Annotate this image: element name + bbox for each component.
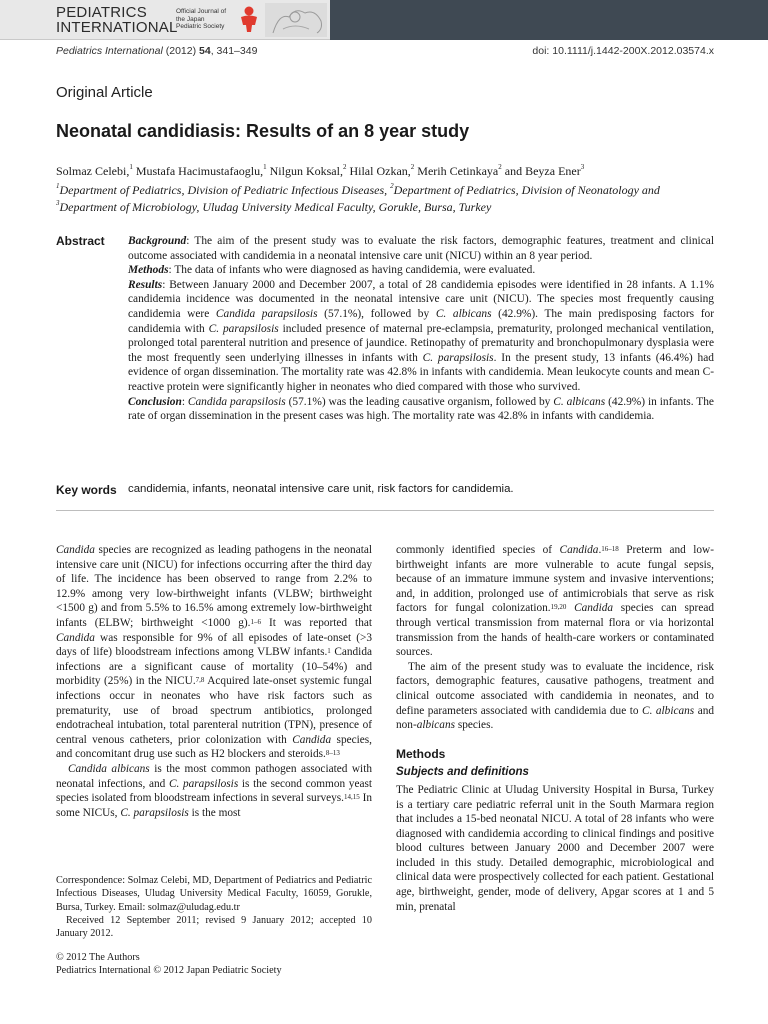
abstract-text: : The data of infants who were diagnosed as having candidemia, were evaluated. [168,264,536,277]
body-text: Acquired late-onset systemic fungal infections occur in neonates who have risk factors such as prematurity, use of broad spectrum antibiotics, prolonged endotracheal intubation, total parenteral nutrition (TPN), presence of central venous catheters, prior colonization with [56,675,372,746]
subtitle-line-1: Official Journal of [176,8,227,15]
body-text: Preterm and low-birthweight infants are more vulnerable to acute fungal sepsis, because of an immature immune system and invasive interventions; and, in addition, prolonged use of antimicrobials that serve as risk factors for fungal colonization. [396,544,714,615]
species-name: Candida [566,602,614,615]
journal-banner [0,0,768,40]
citation-ref: 14,15 [344,793,360,802]
section-heading: Background [128,235,187,247]
brand-line-2: INTERNATIONAL [56,19,178,36]
species-name: Candida [292,733,332,746]
citation-volume: 54 [199,45,211,57]
abstract-text: . In the present study, 13 infants (46.4%) had evidence of organ dissemination. The mortality rate was 42.8% in infants with candidemia. Mean leukocyte counts and mean C-reactive protein were significantly higher in neonates who died compared with those who survived. [128,351,714,393]
journal-name: Pediatrics International [56,45,163,57]
body-text: It was reported that [260,616,372,629]
species-name: Candida parapsilosis [187,395,286,408]
species-name: Candida [56,544,95,556]
correspondence-note [56,874,372,940]
abstract-text: : The aim of the present study was to evaluate the risk factors, demographic features, treatment and clinical outcome associated with candidemia in a neonatal intensive care unit (NICU) within an 8 year period. [128,235,714,262]
body-paragraph [396,543,714,660]
author: Beyza Ener [525,164,581,178]
citation [56,45,257,57]
subtitle-line-3: Pediatric Society [176,23,225,30]
species-name: C. parapsilosis [422,351,494,364]
doi: doi: 10.1111/j.1442-200X.2012.03574.x [532,45,714,57]
author: Solmaz Celebi, [56,164,130,178]
child-illustration-icon [265,3,327,37]
affiliation-text: Department of Pediatrics, Division of Neonatology and [393,183,660,197]
subjects-subheading: Subjects and definitions [396,766,529,779]
journal-subtitle [176,8,236,31]
author-affil-mark: 2 [342,163,347,171]
body-paragraph: The Pediatric Clinic at Uludag University Hospital in Bursa, Turkey is a tertiary care pediatric referral unit in the South Marmara region that includes a 15-bed neonatal NICU. A total of 28 infants who were diagnosed with candidemia according to clinical findings and positive blood cultures between January 2000 and December 2007 were included in this study. Detailed demographic, microbiological and clinical data were prospectively collected for each patient. Gestational age, birthweight, gender, mode of delivery, Apgar scores at 1 and 5 min, prenatal [396,783,714,913]
body-text: species can spread through vertical transmission from maternal flora or via horizontal transmission from the hands of health-care workers or contaminated sources. [396,602,714,659]
methods-heading: Methods [396,746,446,761]
species-name: C. parapsilosis [208,322,279,335]
body-text: and non- [396,704,715,732]
author-list [56,164,584,179]
journal-brand [56,5,178,35]
copyright-line-1: © 2012 The Authors [56,952,140,963]
body-text: In some NICUs, [56,792,372,819]
body-text: The aim of the present study was to evaluate the incidence, risk factors, demographic features, causative pathogens, treatment and clinical outcome associated with candidemia in neonates, and to define parameters associated with candidemia due to [396,660,714,717]
abstract-text: : [181,395,188,408]
abstract-text: (57.1%) was the leading causative organism, followed by [285,395,554,408]
affiliation-line-1 [56,183,660,198]
species-name: C. albicans [642,704,695,717]
section-heading: Methods [128,264,169,277]
body-text: . [598,544,602,556]
author: Merih Cetinkaya [417,164,499,178]
citation-ref: 7,8 [195,676,205,685]
body-text: species. [455,719,494,732]
article-type: Original Article [56,84,153,101]
author: Mustafa Hacimustafaoglu, [135,164,264,178]
correspondence-text: Correspondence: Solmaz Celebi, MD, Department of Pediatrics and Pediatric Infectious Diseases, Uludag University Medical Faculty, 16059, Gorukle, Bursa, Turkey. Email: solmaz@uludag.edu.tr [56,875,372,913]
section-heading: Conclusion [128,395,182,408]
author-affil-mark: 3 [580,163,585,171]
citation-pages: , 341–349 [210,45,258,57]
body-text: commonly identified species of [396,544,560,556]
species-name: Candida [559,544,599,556]
society-logo-icon [238,5,260,33]
citation-ref: 1 [327,647,331,656]
brand-line-1: PEDIATRICS [56,4,147,21]
species-name: C. parapsilosis [168,777,239,790]
species-name: C. albicans [553,395,606,408]
section-divider [56,510,714,511]
copyright-notice [56,951,372,978]
body-paragraph [396,660,714,733]
section-heading: Results [128,278,163,291]
keywords-text: candidemia, infants, neonatal intensive care unit, risk factors for candidemia. [128,483,514,495]
citation-year: (2012) [165,45,197,57]
abstract-text: included presence of maternal pre-eclampsia, prematurity, prolonged mechanical ventilation, prolonged total parenteral nutrition and presence of jaundice. Retinopathy of prematurity and bronchopulmonary dysplasia were the most frequently seen underlying illnesses in infants with [128,322,714,364]
author: Nilgun Koksal, [269,164,343,178]
author: Hilal Ozkan, [349,164,411,178]
species-name: Candida parapsilosis [215,307,318,320]
abstract-text: (57.1%), followed by [317,307,436,320]
subtitle-line-2: the Japan [176,15,205,23]
affiliation-text: Department of Pediatrics, Division of Pediatric Infectious Diseases, [59,183,391,197]
abstract-methods [128,263,714,278]
citation-ref: 1–6 [250,617,261,626]
keywords-label: Key words [56,483,117,497]
body-text: is the most common pathogen associated with neonatal infections, and [56,762,372,790]
article-title: Neonatal candidiasis: Results of an 8 year study [56,121,470,141]
body-column-left [56,543,372,820]
abstract-results [128,278,714,395]
abstract-text: (42.9%). The main predisposing factors for candidemia with [128,307,714,335]
species-name: Candida albicans [68,762,150,775]
author-affil-mark: 2 [410,163,415,171]
body-text: is the most [188,806,241,819]
abstract-text: (42.9%) in infants. The rate of organ dissemination in the present cases was high. The mortality rate was 42.8% in infants with candidemia. [128,395,714,423]
abstract-label: Abstract [56,234,105,248]
affiliation-text: Department of Microbiology, Uludag University Medical Faculty, Gorukle, Bursa, Turkey [59,200,492,214]
body-paragraph [56,762,372,820]
affil-mark: 3 [56,199,60,207]
body-text: is the second common yeast species isolated from bloodstream infections in several surveys. [56,777,373,805]
body-text: species are recognized as leading pathogens in the neonatal intensive care unit (NICU) for infections occurring after the third day of life. The incidence has been observed to range from 2.2% to 12.9% among very low-birthweight infants (VLBW; birthweight <1500 g) and from 5.5% to 16.5% among extremely low-birthweight infants (ELBW; birthweight <1000 g). [56,544,372,629]
affil-mark: 1 [56,182,60,190]
body-paragraph [56,543,372,762]
body-text: species, and concomitant drug use such as H2 blockers and steroids. [56,733,372,761]
abstract-conclusion [128,395,714,424]
citation-ref: 19,20 [550,603,567,612]
abstract-body [128,234,714,424]
author-separator: and [501,164,526,178]
author-affil-mark: 2 [498,163,502,171]
received-dates: Received 12 September 2011; revised 9 January 2012; accepted 10 January 2012. [56,914,372,940]
affil-mark: 2 [390,182,394,190]
affiliation-line-2 [56,200,491,215]
species-name: Candida [56,631,95,644]
species-name: C. albicans [435,307,492,320]
copyright-line-2: Pediatrics International © 2012 Japan Pediatric Society [56,965,282,977]
body-text: Candida infections are a significant cause of mortality (10–54%) and morbidity (25%) in the NICU. [56,646,372,688]
banner-brand-area [0,0,330,40]
citation-ref: 16–18 [601,545,619,553]
abstract-background [128,234,714,263]
abstract-text: : Between January 2000 and December 2007, a total of 28 candidemia episodes were identified in 28 infants. A 1.1% candidemia incidence was documented in the neonatal intensive care unit (NICU). The species most frequently causing candidemia were [128,278,714,320]
banner-dark-band [330,0,768,40]
citation-ref: 8–13 [325,749,340,758]
author-affil-mark: 1 [263,163,267,171]
body-text: was responsible for 9% of all episodes of late-onset (>3 days of life) bloodstream infections among VLBW infants. [56,631,372,659]
author-affil-mark: 1 [129,163,133,171]
species-name: albicans [416,719,456,732]
body-column-right [396,543,714,914]
species-name: C. parapsilosis [120,806,189,819]
